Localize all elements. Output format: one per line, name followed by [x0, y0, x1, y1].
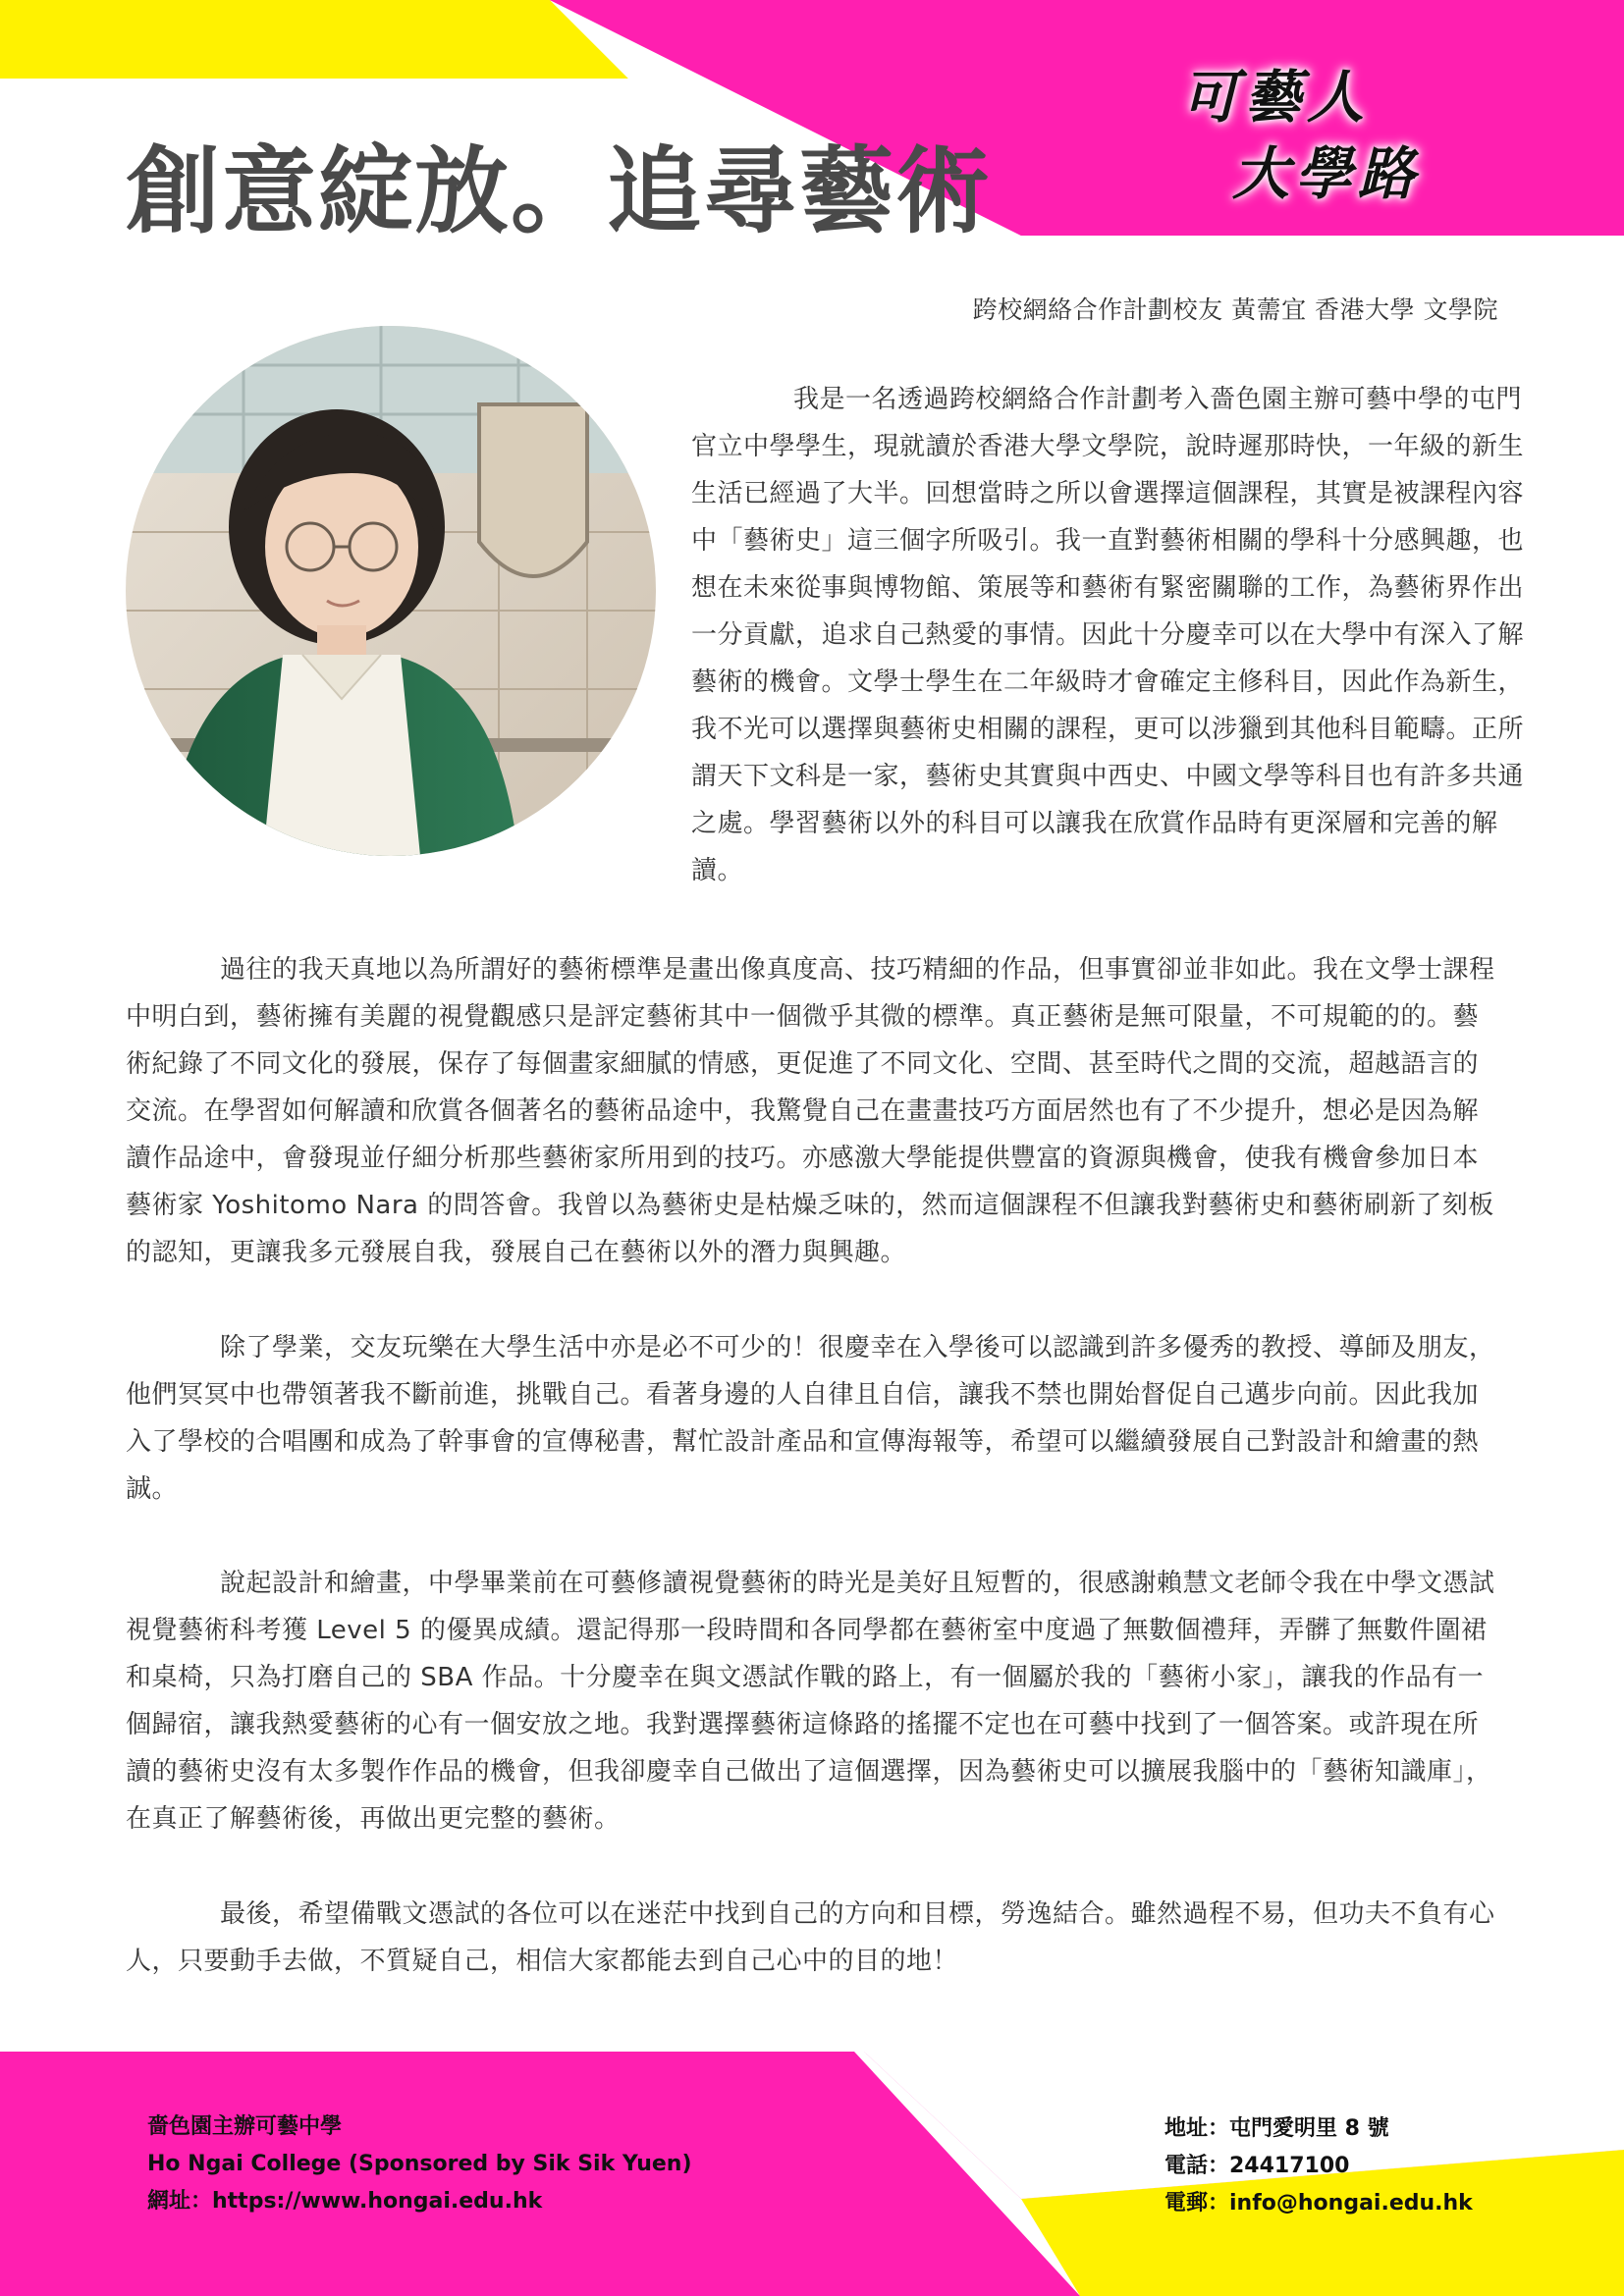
intro-paragraph: 我是一名透過跨校網絡合作計劃考入嗇色園主辦可藝中學的屯門官立中學學生，現就讀於香港大學文學院，說時遲那時快，一年級的新生生活已經過了大半。回想當時之所以會選擇這個課程，其實是被課程內容中「藝術史」這三個字所吸引。我一直對藝術相關的學科十分感興趣，也想在未來從事與博物館、策展等和藝術有緊密關聯的工作，為藝術界作出一分貢獻，追求自己熱愛的事情。因此十分慶幸可以在大學中有深入了解藝術的機會。文學士學生在二年級時才會確定主修科目，因此作為新生，我不光可以選擇與藝術史相關的課程，更可以涉獵到其他科目範疇。正所謂天下文科是一家，藝術史其實與中西史、中國文學等科目也有許多共通之處。學習藝術以外的科目可以讓我在欣賞作品時有更深層和完善的解讀。 — [691, 385, 1525, 885]
logo-line-2: 大學路 — [1232, 140, 1422, 207]
footer-website[interactable]: 網址：https://www.hongai.edu.hk — [147, 2189, 543, 2214]
body-paragraph-1: 過往的我天真地以為所謂好的藝術標準是畫出像真度高、技巧精細的作品，但事實卻並非如此。我在文學士課程中明白到，藝術擁有美麗的視覺觀感只是評定藝術其中一個微乎其微的標準。真正藝術是無可限量，不可規範的的。藝術紀錄了不同文化的發展，保存了每個畫家細膩的情感，更促進了不同文化、空間、甚至時代之間的交流，超越語言的交流。在學習如何解讀和欣賞各個著名的藝術品途中，我驚覺自己在畫畫技巧方面居然也有了不少提升，想必是因為解讀作品途中，會發現並仔細分析那些藝術家所用到的技巧。亦感激大學能提供豐富的資源與機會，使我有機會參加日本藝術家 Yoshitomo Nara 的問答會。我曾以為藝術史是枯燥乏味的，然而這個課程不但讓我對藝術史和藝術刷新了刻板的認知，更讓我多元發展自我，發展自己在藝術以外的潛力與興趣。 — [126, 955, 1495, 1267]
footer-school-info — [147, 2109, 692, 2220]
footer-email[interactable]: 電郵：info@hongai.edu.hk — [1164, 2191, 1473, 2216]
university-crest-icon — [479, 404, 587, 576]
author-byline: 跨校網絡合作計劃校友 黃薷宜 香港大學 文學院 — [972, 295, 1498, 324]
body-paragraph-3: 說起設計和繪畫，中學畢業前在可藝修讀視覺藝術的時光是美好且短暫的，很感謝賴慧文老師令我在中學文憑試視覺藝術科考獲 Level 5 的優異成績。還記得那一段時間和各同學都在藝術室中度過了無數個禮拜，弄髒了無數件圍裙和桌椅，只為打磨自己的 SBA 作品。十分慶幸在與文憑試作戰的路上，有一個屬於我的「藝術小家」，讓我的作品有一個歸宿，讓我熱愛藝術的心有一個安放之地。我對選擇藝術這條路的搖擺不定也在可藝中找到了一個答案。或許現在所讀的藝術史沒有太多製作作品的機會，但我卻慶幸自己做出了這個選擇，因為藝術史可以擴展我腦中的「藝術知識庫」，在真正了解藝術後，再做出更完整的藝術。 — [126, 1569, 1495, 1834]
program-logo — [1173, 51, 1458, 208]
footer-phone: 電話：24417100 — [1164, 2154, 1350, 2178]
logo-line-1: 可藝人 — [1181, 64, 1371, 131]
banner-yellow-band — [0, 0, 628, 79]
footer-school-chinese: 嗇色園主辦可藝中學 — [147, 2114, 343, 2139]
footer-contact-info — [1164, 2110, 1473, 2222]
body-paragraph-2: 除了學業，交友玩樂在大學生活中亦是必不可少的！很慶幸在入學後可以認識到許多優秀的教授、導師及朋友，他們冥冥中也帶領著我不斷前進，挑戰自己。看著身邊的人自律且自信，讓我不禁也開始督促自己邁步向前。因此我加入了學校的合唱團和成為了幹事會的宣傳秘書，幫忙設計產品和宣傳海報等，希望可以繼續發展自己對設計和繪畫的熱誠。 — [126, 1333, 1495, 1504]
body-paragraph-4: 最後，希望備戰文憑試的各位可以在迷茫中找到自己的方向和目標，勞逸結合。雖然過程不易，但功夫不負有心人，只要動手去做，不質疑自己，相信大家都能去到自己心中的目的地！ — [126, 1899, 1495, 1976]
footer-address: 地址：屯門愛明里 8 號 — [1164, 2116, 1389, 2141]
student-portrait-photo — [126, 326, 656, 856]
page-title: 創意綻放。追尋藝術 — [126, 136, 992, 246]
footer-school-english: Ho Ngai College (Sponsored by Sik Sik Yuen) — [147, 2152, 692, 2176]
